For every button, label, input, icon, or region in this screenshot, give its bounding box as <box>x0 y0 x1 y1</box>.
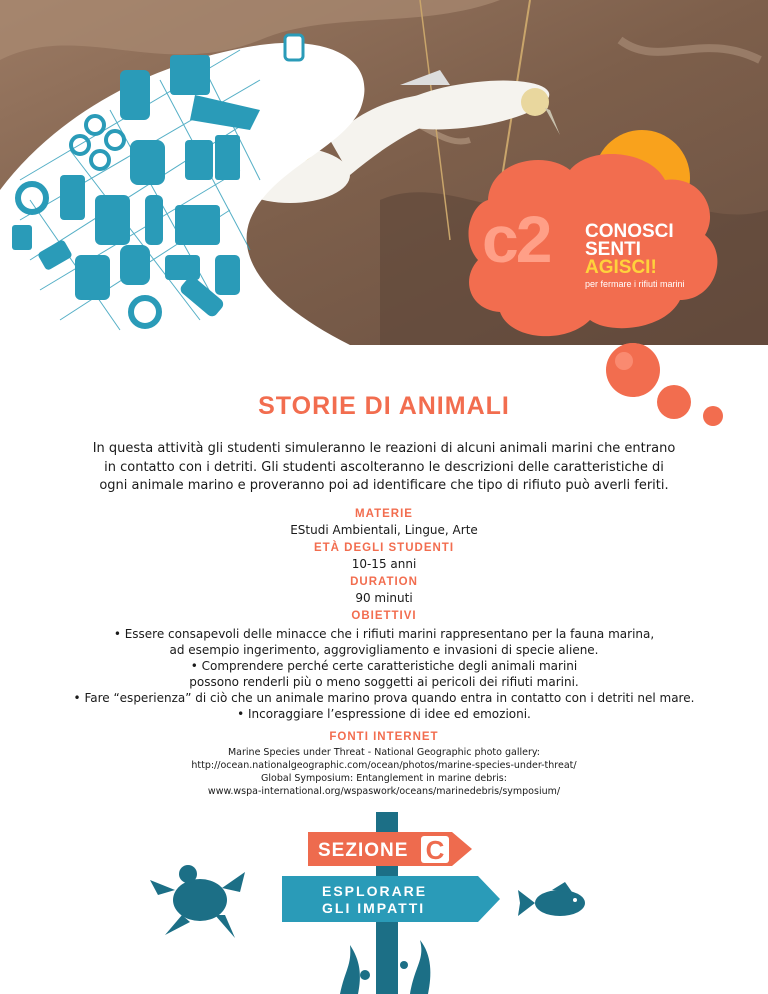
cloud-line-senti: SENTI <box>585 239 641 260</box>
obiettivi-line: possono renderli più o meno soggetti ai pericoli dei rifiuti marini. <box>189 675 579 689</box>
sezione-letter: C <box>425 835 445 865</box>
intro-line: In questa attività gli studenti simuleranno le reazioni di alcuni animali marini che entrano <box>92 441 676 456</box>
esplorare-line1: ESPLORARE <box>322 883 428 899</box>
page-title: STORIE DI ANIMALI <box>258 392 510 420</box>
fonti-line: Global Symposium: Entanglement in marine debris: <box>261 773 507 784</box>
eta-label: ETÀ DEGLI STUDENTI <box>313 542 455 554</box>
duration-label: DURATION <box>350 576 418 588</box>
hero-illustration <box>0 0 768 345</box>
materie-label: MATERIE <box>355 508 413 520</box>
obiettivi-list <box>0 626 768 722</box>
turtle-icon <box>150 865 245 938</box>
fonti-list <box>0 746 768 798</box>
cloud-tagline: per fermare i rifiuti marini <box>585 279 685 289</box>
esplorare-line2: GLI IMPATTI <box>322 900 426 916</box>
cloud-line-agisci: AGISCI! <box>585 257 657 278</box>
fonti-link[interactable]: www.wspa-international.org/wspaswork/oceans/marinedebris/symposium/ <box>207 786 561 797</box>
fish-icon <box>518 882 585 916</box>
fonti-line: Marine Species under Threat - National Geographic photo gallery: <box>227 747 540 758</box>
fonti-link[interactable]: http://ocean.nationalgeographic.com/ocean/photos/marine-species-under-threat/ <box>191 760 577 771</box>
cloud-code: c2 <box>482 202 550 276</box>
obiettivi-line: • Essere consapevoli delle minacce che i rifiuti marini rappresentano per la fauna marina, <box>113 627 655 641</box>
intro-line: in contatto con i detriti. Gli studenti ascolteranno le descrizioni delle caratteristiche di <box>104 459 664 475</box>
intro-paragraph <box>0 440 768 496</box>
hero-banner <box>0 0 768 345</box>
sezione-label: SEZIONE <box>318 840 409 861</box>
eta-value: 10-15 anni <box>351 557 417 571</box>
obiettivi-line: • Fare “esperienza” di ciò che un animale marino prova quando entra in contatto con i detriti nel mare. <box>73 691 695 705</box>
obiettivi-line: • Incoraggiare l’espressione di idee ed emozioni. <box>237 707 531 721</box>
intro-line: ogni animale marino e proveranno poi ad identificare che tipo di rifiuto può averli feriti. <box>99 478 669 493</box>
fonti-label: FONTI INTERNET <box>329 731 439 743</box>
duration-value: 90 minuti <box>355 591 413 605</box>
obiettivi-label: OBIETTIVI <box>351 610 417 622</box>
cloud-bubbles <box>600 340 740 440</box>
obiettivi-line: ad esempio ingerimento, aggrovigliamento e invasioni di specie aliene. <box>169 643 599 657</box>
materie-value: EStudi Ambientali, Lingue, Arte <box>290 523 478 537</box>
obiettivi-line: • Comprendere perché certe caratteristiche degli animali marini <box>190 659 578 673</box>
cloud-line-conosci: CONOSCI <box>585 221 674 242</box>
